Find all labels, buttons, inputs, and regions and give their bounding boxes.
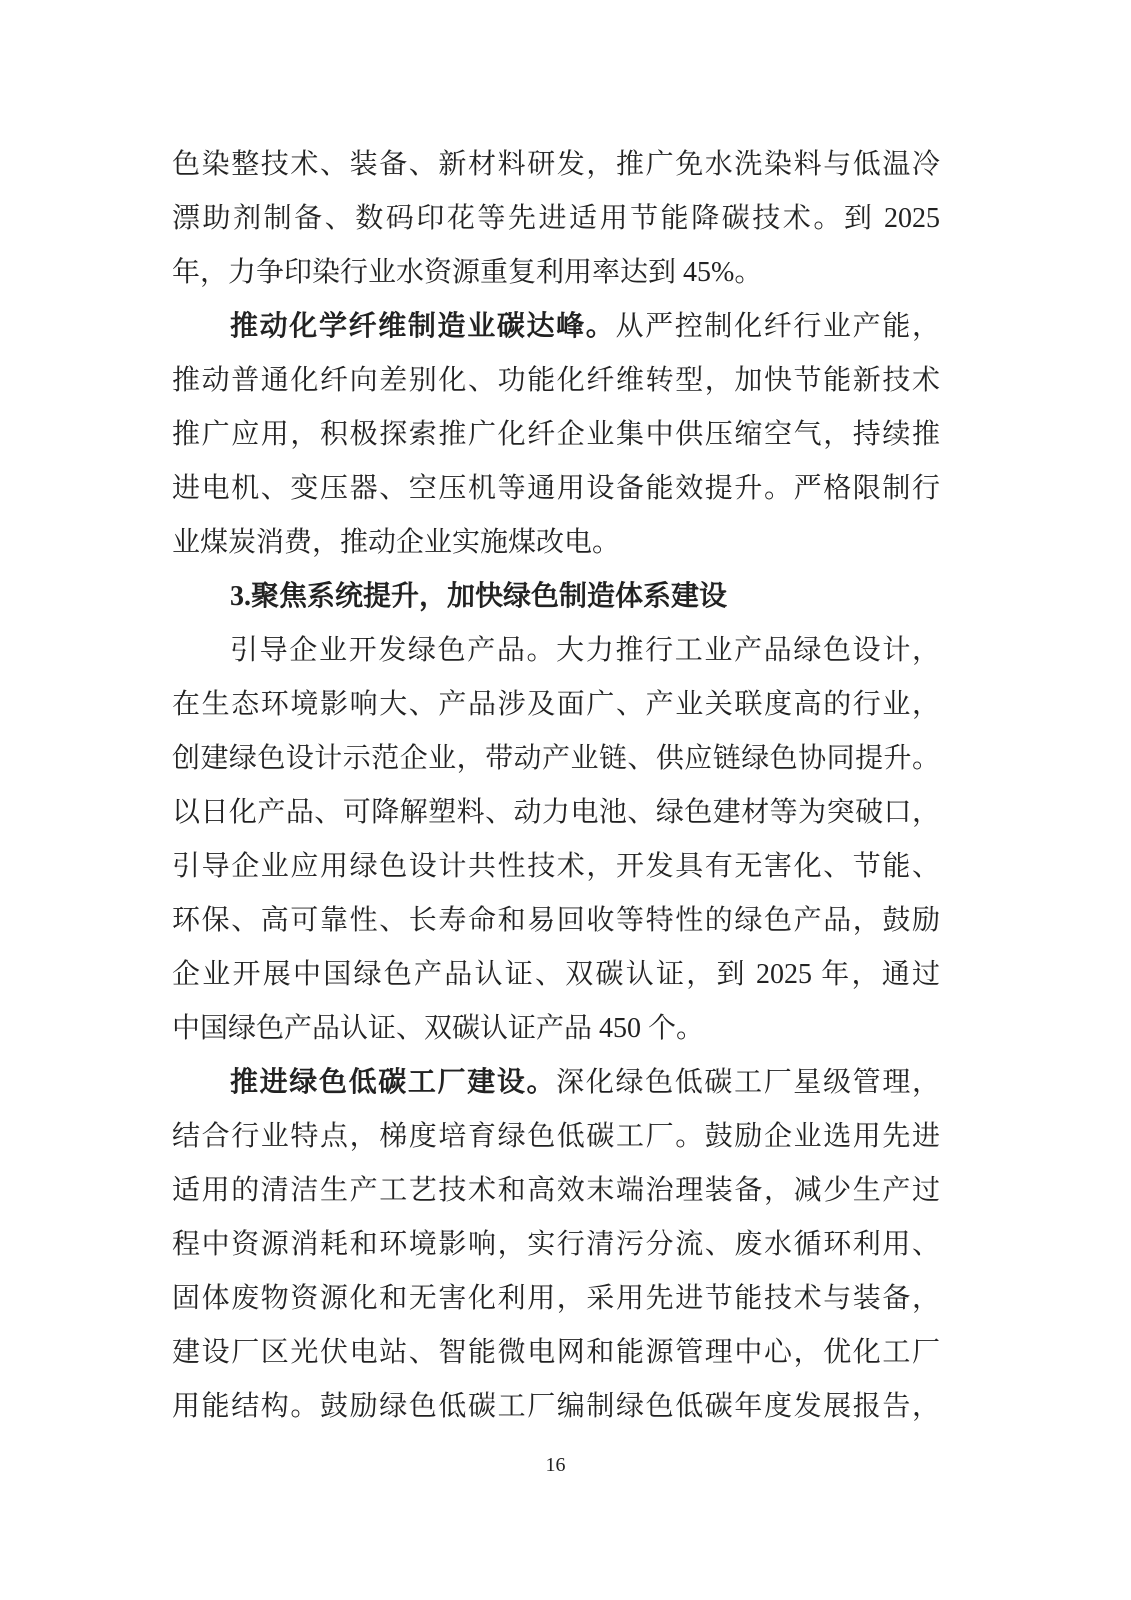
text-line — [172, 1056, 940, 1110]
text-line: 业煤炭消费，推动企业实施煤改电。 — [172, 527, 621, 558]
text-line: 中国绿色产品认证、双碳认证产品 450 个。 — [172, 1013, 705, 1044]
text-line: 用能结构。鼓励绿色低碳工厂编制绿色低碳年度发展报告， — [172, 1391, 940, 1422]
text-line: 环保、高可靠性、长寿命和易回收等特性的绿色产品，鼓励 — [172, 905, 940, 936]
text-line: 程中资源消耗和环境影响，实行清污分流、废水循环利用、 — [172, 1229, 940, 1260]
text-line: 适用的清洁生产工艺技术和高效末端治理装备，减少生产过 — [172, 1175, 940, 1206]
text-line: 建设厂区光伏电站、智能微电网和能源管理中心，优化工厂 — [172, 1337, 940, 1368]
paragraph-lead: 推进绿色低碳工厂建设。 — [230, 1067, 557, 1098]
text-line: 推广应用，积极探索推广化纤企业集中供压缩空气，持续推 — [172, 419, 940, 450]
text-segment: 深化绿色低碳工厂星级管理， — [556, 1067, 940, 1098]
text-line — [172, 624, 940, 678]
paragraph-lead: 推动化学纤维制造业碳达峰。 — [230, 311, 616, 342]
text-line — [172, 300, 940, 354]
text-line: 固体废物资源化和无害化利用，采用先进节能技术与装备， — [172, 1283, 940, 1314]
paragraph-lead: 引导企业开发绿色产品。 — [230, 635, 557, 666]
text-line: 进电机、变压器、空压机等通用设备能效提升。严格限制行 — [172, 473, 940, 504]
page-number: 16 — [545, 1454, 566, 1476]
text-line: 创建绿色设计示范企业，带动产业链、供应链绿色协同提升。 — [172, 743, 940, 774]
text-line: 色染整技术、装备、新材料研发，推广免水洗染料与低温冷 — [172, 149, 940, 180]
document-body — [172, 138, 940, 1434]
text-line: 年，力争印染行业水资源重复利用率达到 45%。 — [172, 257, 763, 288]
text-line: 企业开展中国绿色产品认证、双碳认证，到 2025 年，通过 — [172, 959, 940, 990]
section-heading: 3.聚焦系统提升，加快绿色制造体系建设 — [230, 581, 728, 612]
text-segment: 大力推行工业产品绿色设计， — [556, 635, 940, 666]
text-line: 漂助剂制备、数码印花等先进适用节能降碳技术。到 2025 — [172, 203, 940, 234]
text-line: 引导企业应用绿色设计共性技术，开发具有无害化、节能、 — [172, 851, 940, 882]
text-line: 以日化产品、可降解塑料、动力电池、绿色建材等为突破口， — [172, 797, 940, 828]
text-line: 推动普通化纤向差别化、功能化纤维转型，加快节能新技术 — [172, 365, 940, 396]
text-line: 在生态环境影响大、产品涉及面广、产业关联度高的行业， — [172, 689, 940, 720]
text-line: 结合行业特点，梯度培育绿色低碳工厂。鼓励企业选用先进 — [172, 1121, 940, 1152]
text-segment: 从严控制化纤行业产能， — [615, 311, 940, 342]
